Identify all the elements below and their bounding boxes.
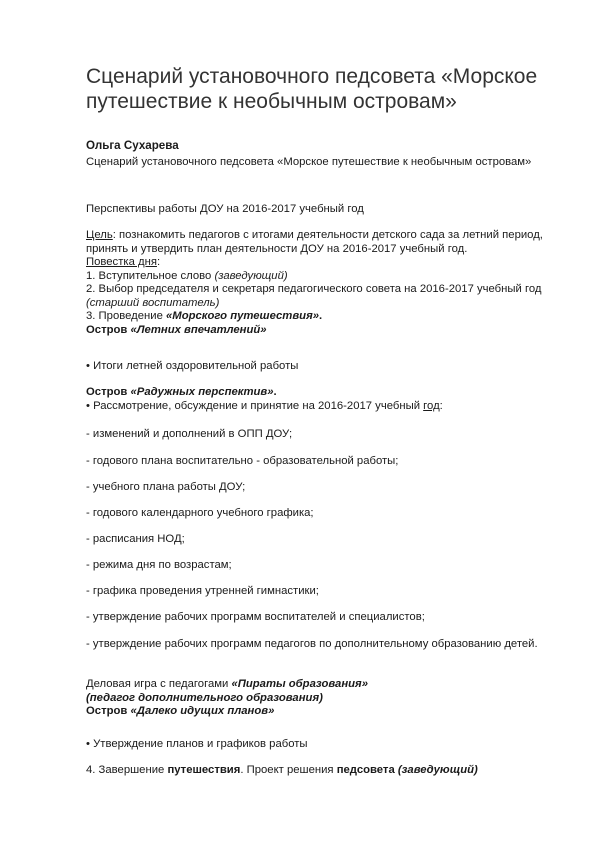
island-3-heading (86, 705, 556, 719)
game-text: Деловая игра с педагогами (86, 678, 232, 690)
goal-text: : познакомить педагогов с итогами деятельности детского сада за летний период, принять и утвердить план деятельности ДОУ на 2016-2017 учебный год. (86, 229, 543, 255)
agenda-heading (86, 256, 556, 270)
agenda-item-1 (86, 270, 556, 284)
agenda-item-1-role: (заведующий) (214, 269, 288, 282)
goal-paragraph (86, 229, 556, 337)
island-1-label: Остров (86, 323, 128, 336)
island-2-heading (86, 386, 556, 400)
dash-item: - утверждение рабочих программ педагогов по дополнительному образованию детей. (86, 638, 538, 650)
dash-item: - годового плана воспитательно - образовательной работы; (86, 455, 399, 467)
bullet-review-text: • Рассмотрение, обсуждение и принятие на 2016-2017 учебный (86, 399, 424, 412)
dash-item: - изменений и дополнений в ОПП ДОУ; (86, 428, 293, 440)
bullet-approve-plans: • Утверждение планов и графиков работы (86, 738, 308, 750)
island-2-end: . (273, 386, 277, 398)
agenda-item-2-text: 2. Выбор председателя и секретаря педагогического совета на 2016-2017 учебный год (86, 283, 542, 295)
island-1-name: «Летних впечатлений» (127, 323, 267, 336)
perspectives-text: Перспективы работы ДОУ на 2016-2017 учебный год (86, 203, 364, 215)
agenda-item-4-word2: педсовета (336, 764, 395, 776)
agenda-item-4-word1: путешествия (167, 764, 241, 776)
dash-item: - учебного плана работы ДОУ; (86, 481, 246, 493)
bullet-review (86, 400, 556, 414)
island-2-block (86, 386, 556, 413)
agenda-item-4-role: (заведующий) (397, 764, 478, 776)
goal-label[interactable]: Цель (86, 229, 113, 241)
island-3-name: «Далеко идущих планов» (127, 705, 275, 717)
game-line (86, 678, 556, 692)
dash-item: - годового календарного учебного графика; (86, 507, 314, 519)
dash-item: - утверждение рабочих программ воспитателей и специалистов; (86, 611, 425, 623)
agenda-item-4-pre: 4. Завершение (86, 764, 168, 776)
agenda-item-2 (86, 283, 556, 310)
agenda-item-2-role: (старший воспитатель) (86, 296, 220, 309)
bullet-summer-results: • Итоги летней оздоровительной работы (86, 360, 299, 372)
author-name[interactable]: Ольга Сухарева (86, 139, 179, 152)
game-name: «Пираты образования» (231, 678, 368, 690)
agenda-item-3-end: . (319, 310, 323, 322)
bullet-review-end: : (439, 399, 443, 412)
dash-item: - графика проведения утренней гимнастики; (86, 585, 319, 597)
agenda-item-4 (86, 764, 556, 778)
dash-item: - расписания НОД; (86, 533, 185, 545)
subtitle-text: Сценарий установочного педсовета «Морское путешествие к необычным островам» (86, 155, 532, 168)
agenda-colon: : (156, 256, 161, 268)
island-3-label: Остров (86, 705, 128, 717)
agenda-item-3-name: «Морского путешествия» (166, 310, 320, 322)
dash-item: - режима дня по возрастам; (86, 559, 232, 571)
island-2-label: Остров (86, 386, 128, 398)
game-block (86, 678, 556, 719)
agenda-label[interactable]: Повестка дня (86, 256, 157, 268)
island-2-name: «Радужных перспектив» (127, 386, 274, 398)
agenda-item-1-text: 1. Вступительное слово (86, 269, 215, 282)
goal-line (86, 229, 556, 256)
author-block (86, 139, 556, 169)
island-1-heading (86, 324, 556, 338)
agenda-item-3-text: 3. Проведение (86, 310, 166, 322)
game-role: (педагог дополнительного образования) (86, 691, 323, 704)
agenda-item-4-mid: . Проект решения (240, 764, 337, 776)
agenda-item-3 (86, 310, 556, 324)
year-link[interactable]: год (423, 399, 440, 412)
page-title: Сценарий установочного педсовета «Морское путешествие к необычным островам» (86, 65, 538, 113)
